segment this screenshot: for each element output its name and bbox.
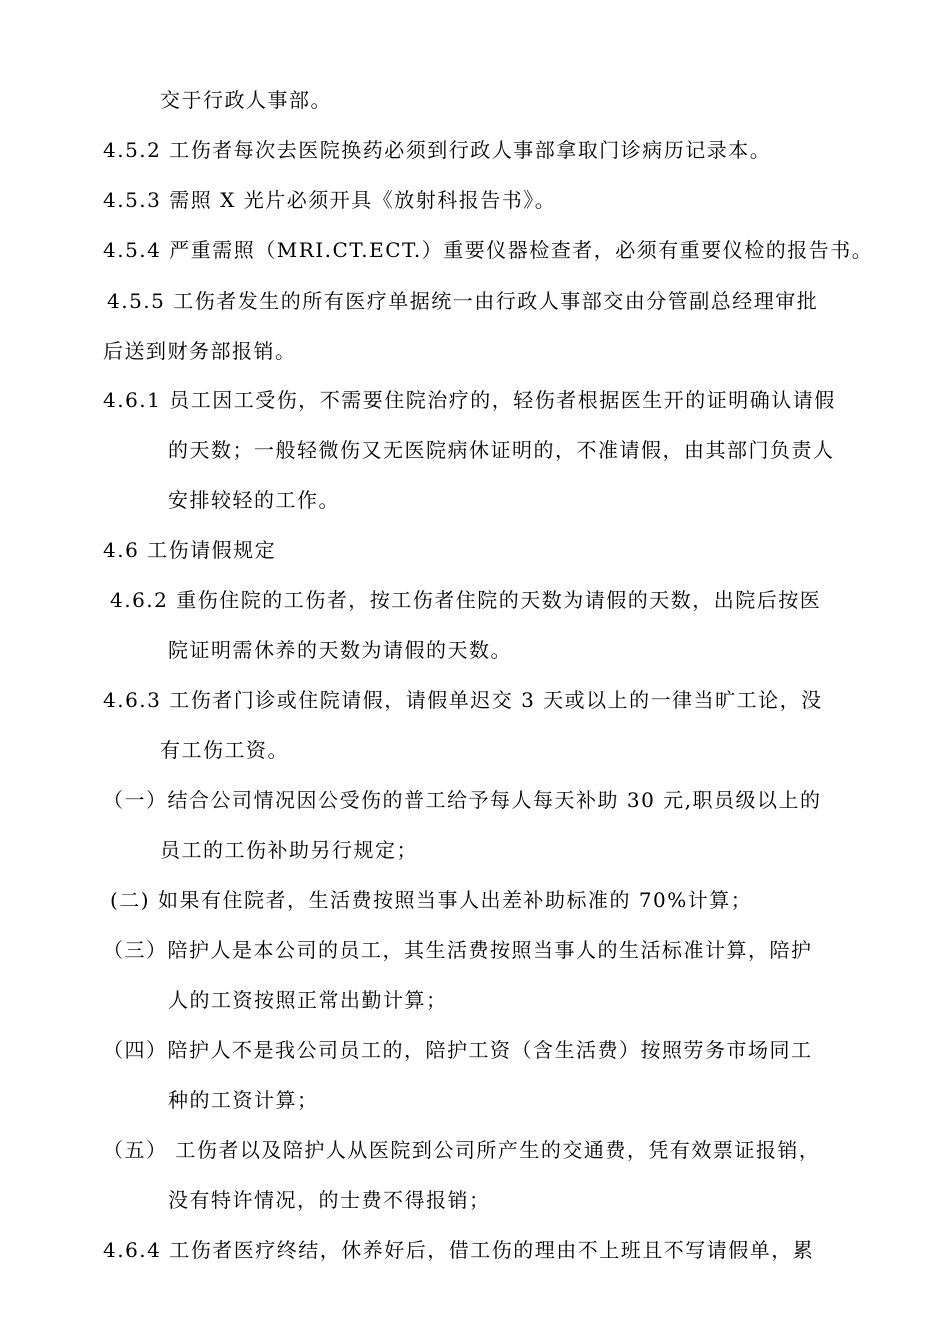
text-line: 交于行政人事部。 (160, 88, 332, 112)
text-line: 4.5.5 工伤者发生的所有医疗单据统一由行政人事部交由分管副总经理审批 (107, 289, 819, 313)
text-line: 的天数；一般轻微伤又无医院病休证明的，不准请假，由其部门负责人 (168, 438, 835, 462)
text-line: 有工伤工资。 (160, 738, 289, 762)
text-line: 4.6.2 重伤住院的工伤者，按工伤者住院的天数为请假的天数，出院后按医 (110, 588, 822, 612)
text-line: 4.5.4 严重需照（MRI.CT.ECT.）重要仪器检查者，必须有重要仪检的报告书。 (103, 238, 874, 262)
text-line: 4.5.2 工伤者每次去医院换药必须到行政人事部拿取门诊病历记录本。 (103, 138, 772, 162)
text-line: 没有特许情况，的士费不得报销； (168, 1188, 491, 1212)
text-line: 4.5.3 需照 X 光片必须开具《放射科报告书》。 (103, 188, 557, 212)
list-item: （四）陪护人不是我公司员工的，陪护工资（含生活费）按照劳务市场同工 (103, 1038, 813, 1062)
text-line: 4.6.3 工伤者门诊或住院请假，请假单迟交 3 天或以上的一律当旷工论，没 (103, 688, 823, 712)
list-item: (二) 如果有住院者，生活费按照当事人出差补助标准的 70%计算； (110, 888, 753, 912)
text-line: 院证明需休养的天数为请假的天数。 (168, 638, 512, 662)
text-line: 人的工资按照正常出勤计算； (168, 988, 448, 1012)
list-item: （三）陪护人是本公司的员工，其生活费按照当事人的生活标准计算，陪护 (103, 938, 813, 962)
text-line: 种的工资计算； (168, 1088, 319, 1112)
text-line: 员工的工伤补助另行规定； (160, 838, 418, 862)
text-line: 4.6.1 员工因工受伤，不需要住院治疗的，轻伤者根据医生开的证明确认请假 (103, 388, 836, 412)
list-item: （一）结合公司情况因公受伤的普工给予每人每天补助 30 元,职员级以上的 (103, 788, 822, 812)
text-line: 4.6.4 工伤者医疗终结，休养好后，借工伤的理由不上班且不写请假单，累 (103, 1238, 815, 1262)
section-heading: 4.6 工伤请假规定 (103, 538, 277, 562)
text-line: 后送到财务部报销。 (103, 339, 297, 363)
list-item: （五） 工伤者以及陪护人从医院到公司所产生的交通费，凭有效票证报销， (103, 1138, 821, 1162)
text-line: 安排较轻的工作。 (168, 488, 340, 512)
